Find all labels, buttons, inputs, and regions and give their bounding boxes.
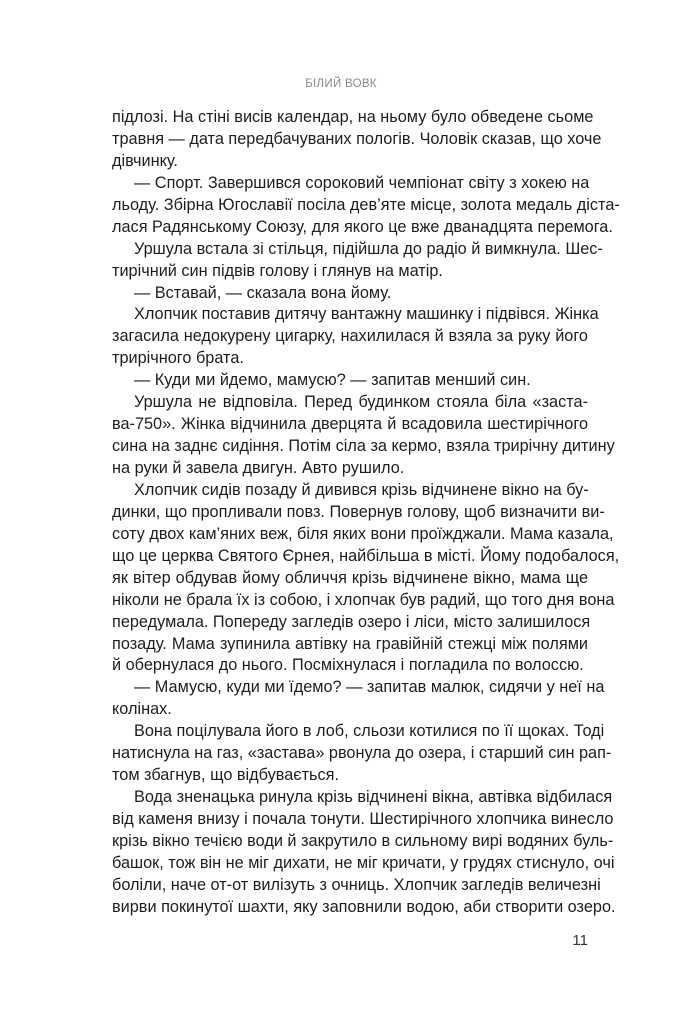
text-line: льоду. Збірна Югославії посіла дев’яте місце, золота медаль діста- xyxy=(112,195,620,214)
text-line: — Спорт. Завершився сороковий чемпіонат світу з хокею на xyxy=(134,173,590,192)
text-line: що це церква Святого Єрнея, найбільша в місті. Йому подобалося, xyxy=(112,546,620,565)
text-line: позаду. Мама зупинила автівку на гравійній стежці між полями xyxy=(112,634,588,653)
paragraph xyxy=(112,480,620,677)
text-line: Уршула встала зі стільця, підійшла до радіо й вимкнула. Шес- xyxy=(134,239,603,258)
text-line: й обернулася до нього. Посміхнулася і погладила по волоссю. xyxy=(112,656,584,675)
text-line: загасила недокурену цигарку, нахилилася й взяла за руку його xyxy=(112,327,588,346)
text-line: башок, тож він не міг дихати, не міг кричати, у грудях стиснуло, очі xyxy=(112,853,615,872)
paragraph xyxy=(112,283,588,305)
text-line: травня — дата передбачуваних пологів. Чоловік сказав, що хоче xyxy=(112,129,602,148)
text-line: колінах. xyxy=(112,700,172,719)
text-line: — Вставай, — сказала вона йому. xyxy=(134,283,392,302)
paragraph xyxy=(112,787,616,919)
text-line: від каменя внизу і почала тонути. Шестирічного хлопчика винесло xyxy=(112,810,614,828)
text-line: динки, що пропливали повз. Повернув голову, щоб визначити ви- xyxy=(112,502,605,521)
text-line: — Мамусю, куди ми їдемо? — запитав малюк, сидячи у неї на xyxy=(134,678,605,697)
paragraph xyxy=(112,173,620,239)
paragraph xyxy=(112,107,602,173)
paragraph xyxy=(112,304,599,370)
paragraph xyxy=(112,239,603,283)
running-head: БІЛИЙ ВОВК xyxy=(305,78,377,90)
paragraph xyxy=(112,677,605,721)
text-line: тирічний син підвів голову і глянув на матір. xyxy=(112,261,443,280)
text-line: дівчинку. xyxy=(112,151,178,170)
text-line: вирви покинутої шахти, яку заповнили водою, аби створити озеро. xyxy=(112,897,616,916)
paragraph xyxy=(112,370,588,392)
text-line: Хлопчик сидів позаду й дивився крізь відчинене вікно на бу- xyxy=(134,480,589,499)
text-line: Вода зненацька ринула крізь відчинені вікна, автівка відбилася xyxy=(134,788,613,807)
text-line: передумала. Попереду загледів озеро і ліси, місто залишилося xyxy=(112,612,591,631)
text-line: том збагнув, що відбувається. xyxy=(112,766,340,785)
text-line: крізь вікно течією води й закрутило в сильному вирі водяних буль- xyxy=(112,831,614,850)
page-number: 11 xyxy=(572,932,588,949)
text-line: трирічного брата. xyxy=(112,349,244,368)
paragraph xyxy=(112,721,612,787)
text-line: Хлопчик поставив дитячу вантажну машинку і підвівся. Жінка xyxy=(134,305,599,324)
body-text xyxy=(112,107,620,919)
paragraph xyxy=(112,392,615,480)
text-line: ва-750». Жінка відчинила дверцята й всадовила шестирічного xyxy=(112,415,588,434)
text-line: ніколи не брала їх із собою, і хлопчак був радий, що того дня вона xyxy=(112,590,615,609)
text-line: — Куди ми йдемо, мамусю? — запитав менший син. xyxy=(134,371,531,390)
text-line: підлозі. На стіні висів календар, на ньому було обведене сьоме xyxy=(112,108,594,126)
text-line: на руки й завела двигун. Авто рушило. xyxy=(112,459,405,477)
text-line: боліли, наче от-от вилізуть з очниць. Хлопчик загледів величезні xyxy=(112,875,601,894)
text-line: лася Радянському Союзу, для якого це вже дванадцята перемога. xyxy=(112,217,613,236)
text-line: Вона поцілувала його в лоб, сльози котилися по її щоках. Тоді xyxy=(134,722,605,741)
text-line: Уршула не відповіла. Перед будинком стояла біла «заста- xyxy=(134,393,588,412)
text-line: сина на заднє сидіння. Потім сіла за кермо, взяла трирічну дитину xyxy=(112,437,615,456)
text-line: натиснула на газ, «застава» рвонула до озера, і старший син рап- xyxy=(112,744,612,763)
text-line: соту двох кам’яних веж, біля яких вони проїжджали. Мама казала, xyxy=(112,524,614,543)
text-line: як вітер обдував йому обличчя крізь відчинене вікно, мама ще xyxy=(112,568,588,587)
